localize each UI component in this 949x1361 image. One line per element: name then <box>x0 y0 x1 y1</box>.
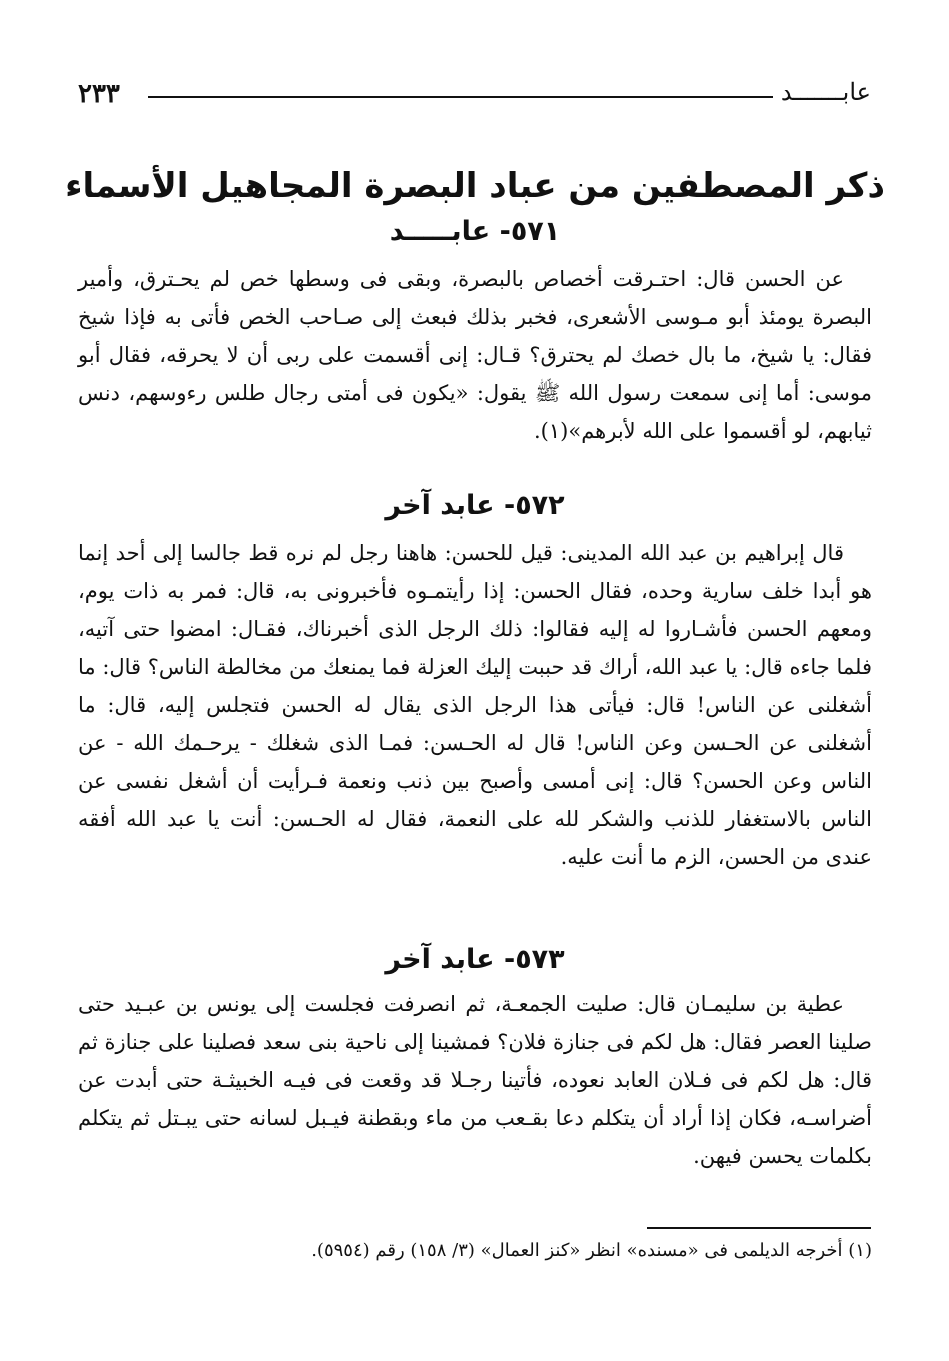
section-heading-572: ٥٧٢- عابد آخر <box>385 490 565 521</box>
section-heading-571: ٥٧١- عابـــــد <box>389 216 561 247</box>
paragraph: قال إبراهيم بن عبد الله المدينى: قيل للحسن: هاهنا رجل لم نره قط جالسا إلى أحد إنما هو أبدا خلف سارية وحده، فقال الحسن: إذا رأيتمـوه فأخبرونى به، قال: فمر به ذات يوم، ومعهم الحسن فأشـاروا له إليه فقالوا: ذلك الرجل الذى أخبرناك، فقـال: امضوا حتى آتيه، فلما جاءه قال: يا عبد الله، أراك قد حببت إليك العزلة فما يمنعك من مخالطة الناس؟ قال: ما أشغلنى عن الناس! قال: فيأتى هذا الرجل الذى يقال له الحسن فتجلس إليه، قال: ما أشغلنى عن الحـسن وعن الناس! قال له الحـسن: فمـا الذى شغلك - يرحـمك الله - عن الناس وعن الحسن؟ قال: إنى أمسى وأصبح بين ذنب ونعمة فـرأيت أن أشغل نفسى عن الناس بالاستغفار للذنب والشكر لله على النعمة، فقال له الحـسن: أنت يا عبد الله أفقه عندى من الحسن، الزم ما أنت عليه. <box>78 541 872 869</box>
chapter-title: ذكر المصطفين من عباد البصرة المجاهيل الأسماء <box>65 166 885 206</box>
footnote-rule <box>647 1227 871 1229</box>
section-heading-573: ٥٧٣- عابد آخر <box>385 944 565 975</box>
header-rule <box>148 96 773 98</box>
section-text-573 <box>78 985 872 1175</box>
paragraph: عن الحسن قال: احتـرقت أخصاص بالبصرة، وبقى فى وسطها خص لم يحـترق، وأمير البصرة يومئذ أبو مـوسى الأشعرى، فخبر بذلك فبعث إلى صـاحب الخص فأتى به فإذا شيخ فقال: يا شيخ، ما بال خصك لم يحترق؟ قـال: إنى أقسمت على ربى أن لا يحرقه، فقال أبو موسى: أما إنى سمعت رسول الله ﷺ يقول: «يكون فى أمتى رجال طلس رءوسهم، دنس ثيابهم، لو أقسموا على الله لأبرهم»(١). <box>78 267 873 443</box>
section-text-572 <box>78 534 872 876</box>
paragraph: عطية بن سليمـان قال: صليت الجمعـة، ثم انصرفت فجلست إلى يونس بن عبـيد حتى صلينا العصر فقال: هل لكم فى جنازة فلان؟ فمشينا إلى ناحية بنى سعد فصلينا على جنازة ثم قال: هل لكم فى فـلان العابد نعوده، فأتينا رجـلا قد وقعت فى فيـه الخبيثـة حتى أبدت عن أضراسـه، فكان إذا أراد أن يتكلم دعا بقـعب من ماء وبقطنة فيـبل لسانه حتى يبـتل ثم يتكلم بكلمات يحسن فيهن. <box>78 992 872 1168</box>
running-head: عابـــــــد <box>780 78 871 106</box>
page-number: ٢٣٣ <box>78 79 120 109</box>
section-text-571 <box>78 260 872 450</box>
footnote: (١) أخرجه الديلمى فى «مسنده» انظر «كنز العمال» (٣/ ١٥٨) رقم (٥٩٥٤). <box>311 1240 872 1261</box>
